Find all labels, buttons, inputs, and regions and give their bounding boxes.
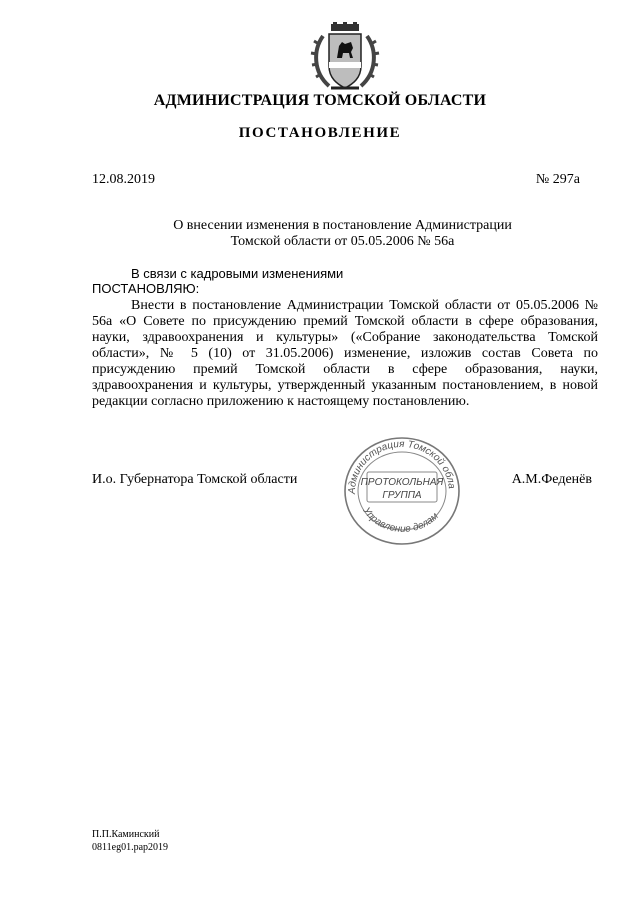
body-paragraph: Внести в постановление Администрации Томской области от 05.05.2006 № 56а «О Совете по присуждению премий Томской области в сфере образования, науки, здравоохранения и культуры» («Собрание законодательства Томской области», № 5 (10) от 31.05.2006) изменение, изложив состав Совета по присуждению премий Томской области в сфере образования, науки, здравоохранения и культуры, утвержденный указанным постановлением, в новой редакции согласно приложению к настоящему постановлению. — [92, 298, 598, 409]
subject-line-2: Томской области от 05.05.2006 № 56а — [230, 234, 455, 249]
footer-file: 0811eg01.pap2019 — [92, 842, 169, 853]
stamp-top-text: Администрация Томской обла — [346, 438, 457, 495]
signatory-name: А.М.Феденёв — [511, 472, 592, 487]
resolve-text: ПОСТАНОВЛЯЮ: — [92, 281, 200, 296]
stamp-inner-line-2: ГРУППА — [382, 490, 422, 501]
reason-text: В связи с кадровыми изменениями — [131, 266, 344, 281]
stamp-inner-line-1: ПРОТОКОЛЬНАЯ — [360, 477, 444, 488]
footer-author: П.П.Каминский — [92, 829, 160, 840]
signatory-position: И.о. Губернатора Томской области — [92, 472, 298, 487]
document-number: № 297а — [535, 172, 580, 187]
document-subject — [0, 218, 640, 250]
footer — [92, 828, 168, 854]
stamp-bottom-text: Управление делам — [360, 505, 441, 535]
emblem-icon — [309, 22, 381, 94]
protocol-stamp — [341, 434, 463, 548]
organization-title: АДМИНИСТРАЦИЯ ТОМСКОЙ ОБЛАСТИ — [153, 92, 487, 109]
document-type: ПОСТАНОВЛЕНИЕ — [238, 125, 402, 141]
document-date: 12.08.2019 — [92, 172, 155, 187]
subject-line-1: О внесении изменения в постановление Администрации — [173, 218, 512, 233]
